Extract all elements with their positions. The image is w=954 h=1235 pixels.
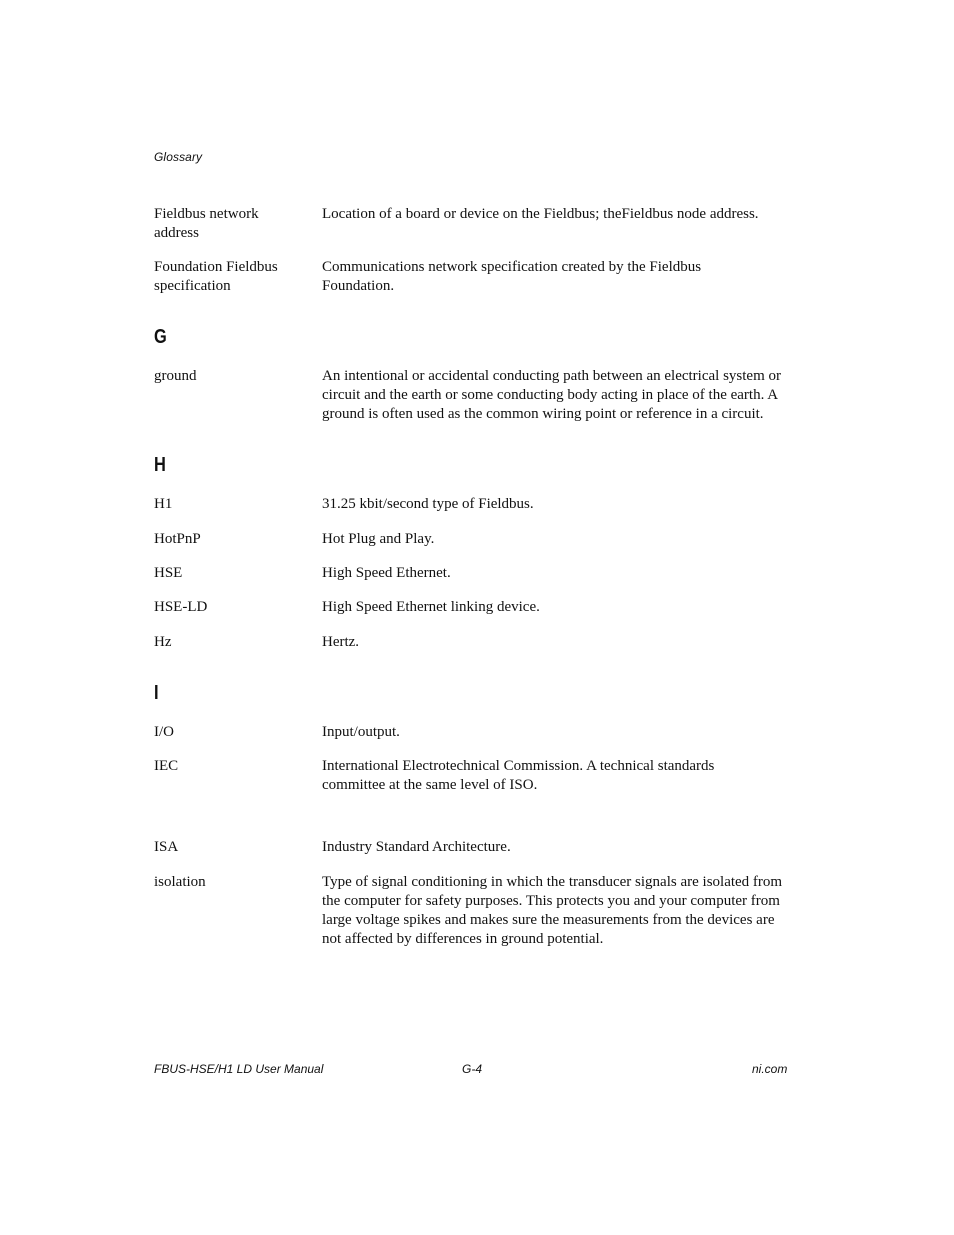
section-header: Glossary — [154, 150, 203, 164]
glossary-definition: International Electrotechnical Commission. A technical standards committee at the same level of ISO. — [322, 758, 715, 793]
glossary-definition: Industry Standard Architecture. — [322, 839, 511, 855]
glossary-term: HSE-LD — [154, 599, 208, 615]
glossary-term: HSE — [154, 565, 183, 581]
footer-page-number: G-4 — [462, 1062, 483, 1076]
glossary-term: Foundation Fieldbus specification — [154, 259, 278, 294]
glossary-term: IEC — [154, 758, 179, 774]
glossary-term: I/O — [154, 724, 174, 740]
glossary-term: Fieldbus network address — [154, 206, 259, 241]
glossary-term: H1 — [154, 496, 173, 512]
glossary-term: ground — [154, 368, 197, 384]
letter-heading-h: H — [154, 454, 166, 476]
glossary-definition: High Speed Ethernet linking device. — [322, 599, 540, 615]
glossary-term: Hz — [154, 634, 172, 650]
glossary-term: ISA — [154, 839, 179, 855]
glossary-definition: Communications network specification created by the Fieldbus Foundation. — [322, 259, 702, 294]
footer-website: ni.com — [752, 1062, 788, 1076]
letter-heading-i: I — [154, 682, 159, 704]
glossary-definition: Location of a board or device on the Fieldbus; theFieldbus node address. — [322, 206, 759, 222]
glossary-definition: An intentional or accidental conducting path between an electrical system or circuit and the earth or some conducting body acting in place of the earth. A ground is often used as the common wiring point or reference in a circuit. — [322, 368, 781, 422]
glossary-term: isolation — [154, 874, 206, 890]
glossary-definition: High Speed Ethernet. — [322, 565, 451, 581]
glossary-definition: 31.25 kbit/second type of Fieldbus. — [322, 496, 534, 512]
glossary-definition: Type of signal conditioning in which the transducer signals are isolated from the computer for safety purposes. This protects you and your computer from large voltage spikes and makes sure the measurements from the devices are not affected by differences in ground potential. — [322, 874, 783, 947]
glossary-definition: Input/output. — [322, 724, 400, 740]
footer-manual-title: FBUS-HSE/H1 LD User Manual — [154, 1062, 324, 1076]
letter-heading-g: G — [154, 326, 167, 348]
glossary-definition: Hertz. — [322, 634, 360, 650]
glossary-term: HotPnP — [154, 531, 201, 547]
glossary-definition: Hot Plug and Play. — [322, 531, 435, 547]
